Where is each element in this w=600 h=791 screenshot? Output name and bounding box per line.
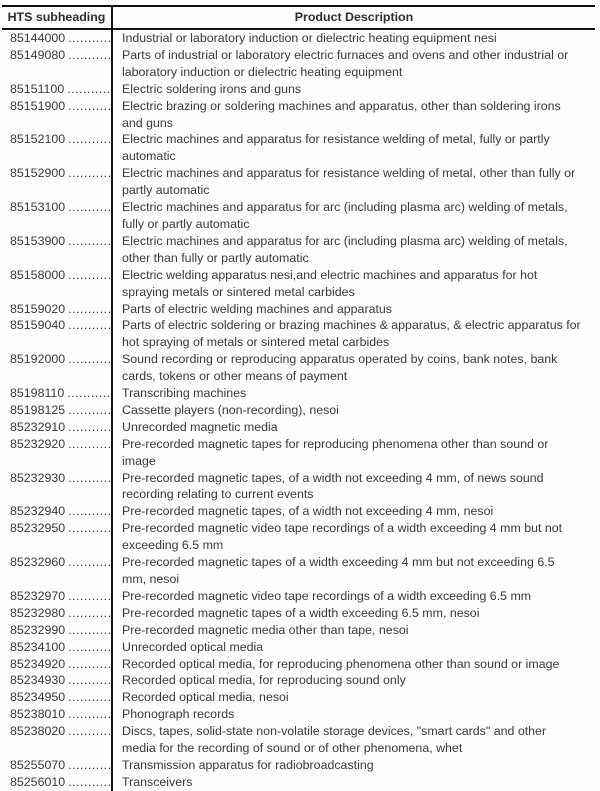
hts-code: 85152900 bbox=[10, 166, 66, 181]
dot-leader: ........... bbox=[68, 233, 112, 248]
table-row bbox=[2, 757, 595, 774]
table-row bbox=[2, 706, 595, 723]
description-cell: Transmission apparatus for radiobroadcasting bbox=[122, 757, 374, 772]
table-row bbox=[2, 436, 595, 470]
hts-code: 85256010 bbox=[10, 774, 66, 789]
hts-code-cell bbox=[2, 554, 113, 588]
dot-leader: ........... bbox=[68, 301, 112, 316]
hts-code-cell bbox=[2, 47, 113, 81]
dot-leader: ........... bbox=[68, 774, 112, 789]
hts-code-cell bbox=[2, 622, 113, 639]
table-row bbox=[2, 503, 595, 520]
description-cell: Cassette players (non-recording), nesoi bbox=[122, 402, 339, 417]
hts-code: 85234930 bbox=[10, 673, 66, 688]
hts-code: 85232980 bbox=[10, 605, 66, 620]
description-cell: Parts of industrial or laboratory electric furnaces and ovens and other industrial or laboratory induction or dielectric heating equipment bbox=[122, 47, 569, 79]
description-cell: Pre-recorded magnetic tapes for reproducing phenomena other than sound or image bbox=[122, 436, 549, 468]
dot-leader: ........... bbox=[68, 639, 112, 654]
description-cell: Industrial or laboratory induction or dielectric heating equipment nesi bbox=[122, 31, 497, 45]
table-row bbox=[2, 233, 595, 267]
hts-code-cell bbox=[2, 605, 113, 622]
dot-leader: ........... bbox=[68, 200, 112, 215]
hts-code: 85238010 bbox=[10, 707, 66, 722]
table-row bbox=[2, 470, 595, 504]
hts-code: 85232990 bbox=[10, 622, 66, 637]
description-cell: Recorded optical media, for reproducing sound only bbox=[122, 673, 406, 688]
hts-code-cell bbox=[2, 30, 113, 47]
table-row bbox=[2, 131, 595, 165]
description-cell: Pre-recorded magnetic video tape recordings of a width exceeding 4 mm but not exceeding 6.5 mm bbox=[122, 521, 563, 553]
description-cell: Parts of electric soldering or brazing machines & apparatus, & electric apparatus for hot spraying of metals or sintered metal carbides bbox=[122, 318, 581, 350]
hts-code: 85198110 bbox=[10, 386, 65, 401]
hts-code-cell bbox=[2, 672, 113, 689]
hts-code-cell bbox=[2, 503, 113, 520]
hts-code-cell bbox=[2, 165, 113, 199]
hts-code: 85232970 bbox=[10, 588, 66, 603]
description-cell: Unrecorded magnetic media bbox=[122, 419, 278, 434]
table-row bbox=[2, 199, 595, 233]
table-body bbox=[2, 30, 595, 791]
hts-code-cell bbox=[2, 267, 113, 301]
table-row bbox=[2, 81, 595, 98]
table-row bbox=[2, 30, 595, 47]
table-row bbox=[2, 267, 595, 301]
hts-code: 85232940 bbox=[10, 504, 66, 519]
hts-code: 85238020 bbox=[10, 724, 66, 739]
dot-leader: ........... bbox=[68, 31, 112, 45]
dot-leader: ........... bbox=[67, 386, 111, 401]
table-row bbox=[2, 672, 595, 689]
hts-code: 85192000 bbox=[10, 352, 66, 367]
description-cell: Sound recording or reproducing apparatus operated by coins, bank notes, bank cards, tokens or other means of payment bbox=[122, 352, 558, 384]
dot-leader: ........... bbox=[68, 757, 112, 772]
hts-code: 85144000 bbox=[10, 31, 66, 45]
description-cell: Electric brazing or soldering machines and apparatus, other than soldering irons and guns bbox=[122, 98, 561, 130]
table-row bbox=[2, 622, 595, 639]
description-cell: Phonograph records bbox=[122, 707, 235, 722]
dot-leader: ........... bbox=[68, 673, 112, 688]
hts-code: 85149080 bbox=[10, 47, 66, 62]
table-row bbox=[2, 317, 595, 351]
description-cell: Pre-recorded magnetic media other than tape, nesoi bbox=[122, 622, 409, 637]
column-header-product-description: Product Description bbox=[294, 10, 414, 24]
hts-code-cell bbox=[2, 436, 113, 470]
hts-code-cell bbox=[2, 723, 113, 757]
description-cell: Pre-recorded magnetic video tape recordings of a width exceeding 6.5 mm bbox=[122, 588, 532, 603]
hts-code-cell bbox=[2, 639, 113, 656]
hts-code-cell bbox=[2, 402, 113, 419]
hts-code-cell bbox=[2, 774, 113, 791]
table-row bbox=[2, 47, 595, 81]
hts-code: 85232930 bbox=[10, 470, 66, 485]
hts-code-cell bbox=[2, 351, 113, 385]
dot-leader: ........... bbox=[68, 690, 112, 705]
dot-leader: ........... bbox=[68, 419, 112, 434]
hts-code: 85234100 bbox=[10, 639, 66, 654]
table-row bbox=[2, 385, 595, 402]
description-cell: Unrecorded optical media bbox=[122, 639, 264, 654]
dot-leader: ........... bbox=[68, 470, 112, 485]
hts-code-cell bbox=[2, 98, 113, 132]
table-row bbox=[2, 165, 595, 199]
description-cell: Discs, tapes, solid-state non-volatile storage devices, "smart cards" and other media for the recording of sound or of other phenomena, whet bbox=[122, 724, 547, 756]
hts-code: 85158000 bbox=[10, 267, 66, 282]
hts-code-cell bbox=[2, 419, 113, 436]
table-row bbox=[2, 588, 595, 605]
hts-code-cell bbox=[2, 520, 113, 554]
hts-code-cell bbox=[2, 656, 113, 673]
hts-code-cell bbox=[2, 689, 113, 706]
hts-code: 85151900 bbox=[10, 98, 66, 113]
column-header-hts-subheading: HTS subheading bbox=[2, 7, 113, 28]
dot-leader: ........... bbox=[67, 81, 111, 96]
dot-leader: ........... bbox=[68, 588, 112, 603]
hts-code-cell bbox=[2, 588, 113, 605]
hts-code-cell bbox=[2, 757, 113, 774]
table-row bbox=[2, 656, 595, 673]
description-cell: Pre-recorded magnetic tapes of a width exceeding 6.5 mm, nesoi bbox=[122, 605, 480, 620]
dot-leader: ........... bbox=[68, 318, 112, 333]
dot-leader: ........... bbox=[68, 166, 112, 181]
description-cell: Recorded optical media, for reproducing phenomena other than sound or image bbox=[122, 656, 560, 671]
hts-subheading-table bbox=[2, 5, 595, 791]
description-cell: Electric welding apparatus nesi,and electric machines and apparatus for hot spraying metals or sintered metal carbides bbox=[122, 267, 538, 299]
hts-code: 85153100 bbox=[10, 200, 66, 215]
table-row bbox=[2, 605, 595, 622]
table-row bbox=[2, 520, 595, 554]
hts-code-cell bbox=[2, 81, 113, 98]
dot-leader: ........... bbox=[68, 352, 112, 367]
table-row bbox=[2, 639, 595, 656]
dot-leader: ........... bbox=[68, 555, 112, 570]
description-cell: Electric soldering irons and guns bbox=[122, 81, 302, 96]
dot-leader: ........... bbox=[68, 436, 112, 451]
dot-leader: ........... bbox=[68, 707, 112, 722]
hts-code-cell bbox=[2, 706, 113, 723]
description-cell: Electric machines and apparatus for arc (including plasma arc) welding of metals, other than fully or partly automatic bbox=[122, 233, 568, 265]
hts-code-cell bbox=[2, 199, 113, 233]
hts-code: 85232920 bbox=[10, 436, 66, 451]
hts-code: 85255070 bbox=[10, 757, 66, 772]
hts-code: 85234950 bbox=[10, 690, 66, 705]
description-cell: Pre-recorded magnetic tapes of a width exceeding 4 mm but not exceeding 6.5 mm, nesoi bbox=[122, 555, 555, 586]
description-cell: Parts of electric welding machines and apparatus bbox=[122, 301, 392, 316]
dot-leader: ........... bbox=[68, 724, 112, 739]
dot-leader: ........... bbox=[68, 267, 112, 282]
hts-code: 85232910 bbox=[10, 419, 66, 434]
hts-code: 85159020 bbox=[10, 301, 66, 316]
hts-code: 85234920 bbox=[10, 656, 66, 671]
dot-leader: ........... bbox=[68, 132, 112, 147]
description-cell: Transcribing machines bbox=[122, 386, 247, 401]
table-row bbox=[2, 402, 595, 419]
description-cell: Pre-recorded magnetic tapes, of a width not exceeding 4 mm, of news sound recording relating to current events bbox=[122, 470, 544, 502]
hts-code-cell bbox=[2, 233, 113, 267]
hts-code: 85198125 bbox=[10, 402, 66, 417]
hts-code-cell bbox=[2, 131, 113, 165]
dot-leader: ........... bbox=[68, 98, 112, 113]
dot-leader: ........... bbox=[68, 521, 112, 536]
hts-code: 85151100 bbox=[10, 81, 65, 96]
hts-code-cell bbox=[2, 301, 113, 318]
hts-code-cell bbox=[2, 317, 113, 351]
dot-leader: ........... bbox=[68, 605, 112, 620]
description-cell: Transceivers bbox=[122, 774, 193, 789]
dot-leader: ........... bbox=[68, 656, 112, 671]
hts-code-cell bbox=[2, 385, 113, 402]
table-header bbox=[2, 5, 595, 30]
dot-leader: ........... bbox=[68, 402, 112, 417]
description-cell: Pre-recorded magnetic tapes, of a width not exceeding 4 mm, nesoi bbox=[122, 504, 494, 519]
hts-code: 85232960 bbox=[10, 555, 66, 570]
dot-leader: ........... bbox=[68, 504, 112, 519]
description-cell: Electric machines and apparatus for resistance welding of metal, fully or partly automatic bbox=[122, 132, 550, 164]
table-row bbox=[2, 723, 595, 757]
hts-code: 85159040 bbox=[10, 318, 66, 333]
table-row bbox=[2, 301, 595, 318]
table-row bbox=[2, 419, 595, 436]
dot-leader: ........... bbox=[68, 47, 112, 62]
description-cell: Electric machines and apparatus for arc (including plasma arc) welding of metals, fully or partly automatic bbox=[122, 200, 568, 231]
table-row bbox=[2, 98, 595, 132]
table-row bbox=[2, 689, 595, 706]
table-row bbox=[2, 351, 595, 385]
dot-leader: ........... bbox=[68, 622, 112, 637]
hts-code: 85232950 bbox=[10, 521, 66, 536]
description-cell: Recorded optical media, nesoi bbox=[122, 690, 289, 705]
description-cell: Electric machines and apparatus for resistance welding of metal, other than fully or partly automatic bbox=[122, 166, 576, 198]
hts-code-cell bbox=[2, 470, 113, 504]
table-row bbox=[2, 774, 595, 791]
hts-code: 85153900 bbox=[10, 233, 66, 248]
hts-code: 85152100 bbox=[10, 132, 66, 147]
table-row bbox=[2, 554, 595, 588]
